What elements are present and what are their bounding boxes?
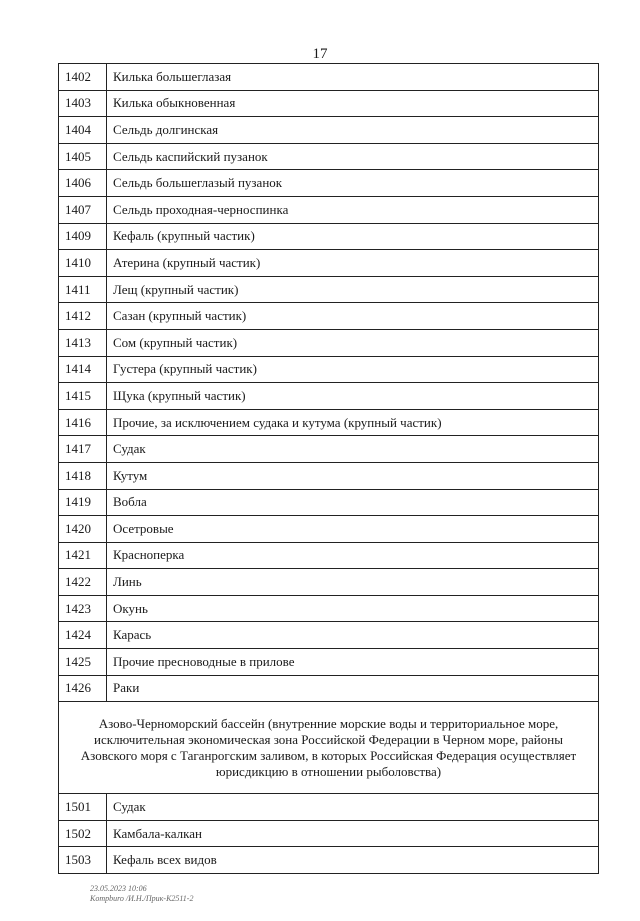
species-code: 1422 — [59, 569, 107, 596]
page-number: 17 — [312, 46, 328, 62]
species-code: 1413 — [59, 329, 107, 356]
table-row — [59, 489, 599, 516]
species-table — [58, 63, 599, 874]
species-code: 1417 — [59, 436, 107, 463]
species-name: Сазан (крупный частик) — [107, 303, 599, 330]
table-row — [59, 223, 599, 250]
species-name: Килька большеглазая — [107, 64, 599, 91]
species-code: 1419 — [59, 489, 107, 516]
species-name: Карась — [107, 622, 599, 649]
table-row — [59, 329, 599, 356]
species-code: 1503 — [59, 847, 107, 874]
species-name: Судак — [107, 436, 599, 463]
table-row — [59, 196, 599, 223]
footer-stamp — [90, 884, 193, 904]
species-code: 1502 — [59, 820, 107, 847]
table-row — [59, 595, 599, 622]
table-row — [59, 170, 599, 197]
species-code: 1402 — [59, 64, 107, 91]
table-row — [59, 794, 599, 821]
table-row — [59, 847, 599, 874]
table-row — [59, 622, 599, 649]
species-code: 1501 — [59, 794, 107, 821]
species-code: 1418 — [59, 462, 107, 489]
species-name: Сельдь долгинская — [107, 117, 599, 144]
table-row — [59, 90, 599, 117]
species-name: Сельдь каспийский пузанок — [107, 143, 599, 170]
species-name: Линь — [107, 569, 599, 596]
species-code: 1425 — [59, 649, 107, 676]
species-name: Раки — [107, 675, 599, 702]
species-code: 1414 — [59, 356, 107, 383]
species-name: Судак — [107, 794, 599, 821]
species-name: Кефаль всех видов — [107, 847, 599, 874]
species-name: Прочие пресноводные в прилове — [107, 649, 599, 676]
footer-reference: Кompburo /И.Н./Прик-К2511-2 — [90, 894, 194, 903]
table-row — [59, 143, 599, 170]
table-row — [59, 356, 599, 383]
species-name: Лещ (крупный частик) — [107, 276, 599, 303]
section-heading: Азово-Черноморский бассейн (внутренние морские воды и территориальное море, исключительная экономическая зона Российской Федерации в Черном море, районы Азовского моря с Таганрогским заливом, в которых Российская Федерация осуществляет юрисдикцию в отношении рыболовства) — [59, 702, 599, 794]
table-row — [59, 569, 599, 596]
species-code: 1407 — [59, 196, 107, 223]
table-row — [59, 820, 599, 847]
table-row — [59, 649, 599, 676]
table-row — [59, 462, 599, 489]
table-row — [59, 542, 599, 569]
species-code: 1415 — [59, 383, 107, 410]
species-name: Вобла — [107, 489, 599, 516]
species-name: Осетровые — [107, 516, 599, 543]
species-code: 1406 — [59, 170, 107, 197]
species-code: 1403 — [59, 90, 107, 117]
table-row — [59, 516, 599, 543]
table-row — [59, 409, 599, 436]
species-name: Сельдь большеглазый пузанок — [107, 170, 599, 197]
species-code: 1416 — [59, 409, 107, 436]
species-code: 1424 — [59, 622, 107, 649]
species-code: 1411 — [59, 276, 107, 303]
species-name: Сельдь проходная-черноспинка — [107, 196, 599, 223]
species-code: 1426 — [59, 675, 107, 702]
species-name: Красноперка — [107, 542, 599, 569]
table-row — [59, 276, 599, 303]
species-name: Окунь — [107, 595, 599, 622]
species-name: Прочие, за исключением судака и кутума (крупный частик) — [107, 409, 599, 436]
footer-date: 23.05.2023 10:06 — [90, 884, 147, 893]
species-name: Камбала-калкан — [107, 820, 599, 847]
table-row — [59, 383, 599, 410]
species-code: 1423 — [59, 595, 107, 622]
species-code: 1405 — [59, 143, 107, 170]
species-code: 1420 — [59, 516, 107, 543]
table-row — [59, 250, 599, 277]
species-name: Килька обыкновенная — [107, 90, 599, 117]
species-code: 1421 — [59, 542, 107, 569]
species-name: Кефаль (крупный частик) — [107, 223, 599, 250]
table-row — [59, 303, 599, 330]
table-row — [59, 436, 599, 463]
species-name: Сом (крупный частик) — [107, 329, 599, 356]
section-row — [59, 702, 599, 794]
species-code: 1409 — [59, 223, 107, 250]
species-code: 1410 — [59, 250, 107, 277]
species-name: Щука (крупный частик) — [107, 383, 599, 410]
species-name: Атерина (крупный частик) — [107, 250, 599, 277]
table-row — [59, 117, 599, 144]
species-code: 1404 — [59, 117, 107, 144]
table-row — [59, 675, 599, 702]
table-row — [59, 64, 599, 91]
species-name: Густера (крупный частик) — [107, 356, 599, 383]
species-name: Кутум — [107, 462, 599, 489]
species-code: 1412 — [59, 303, 107, 330]
